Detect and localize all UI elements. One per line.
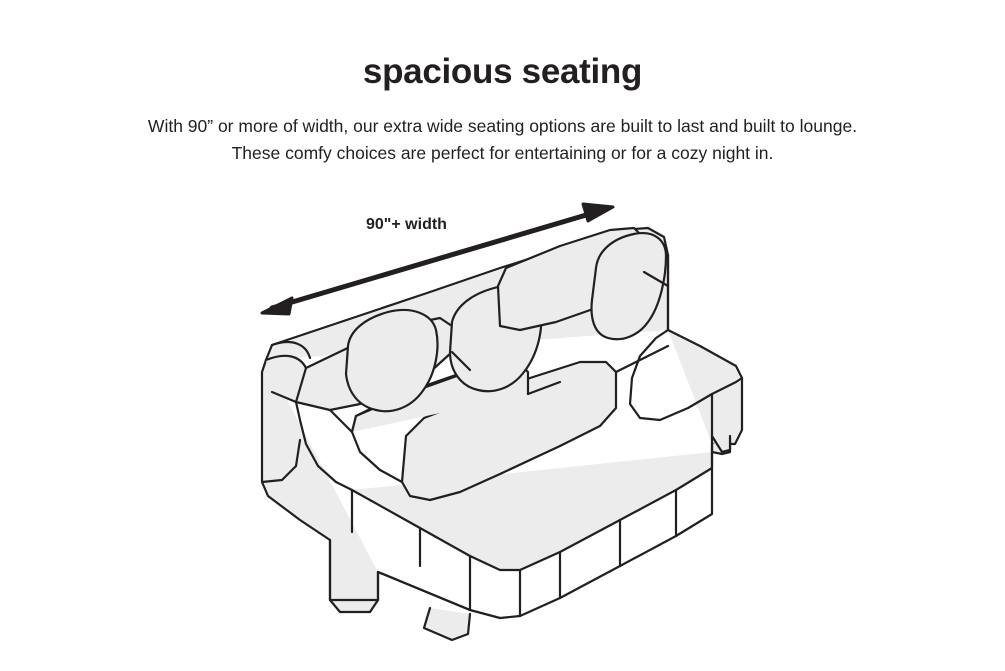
width-dimension-label: 90"+ width: [366, 216, 447, 233]
page-title: spacious seating: [362, 52, 643, 91]
subtitle-line-1: With 90” or more of width, our extra wide seating options are built to last and built to lounge.: [147, 116, 858, 136]
subtitle-line-2: These comfy choices are perfect for entertaining or for a cozy night in.: [231, 143, 774, 163]
sofa-foot-front: [424, 608, 470, 640]
